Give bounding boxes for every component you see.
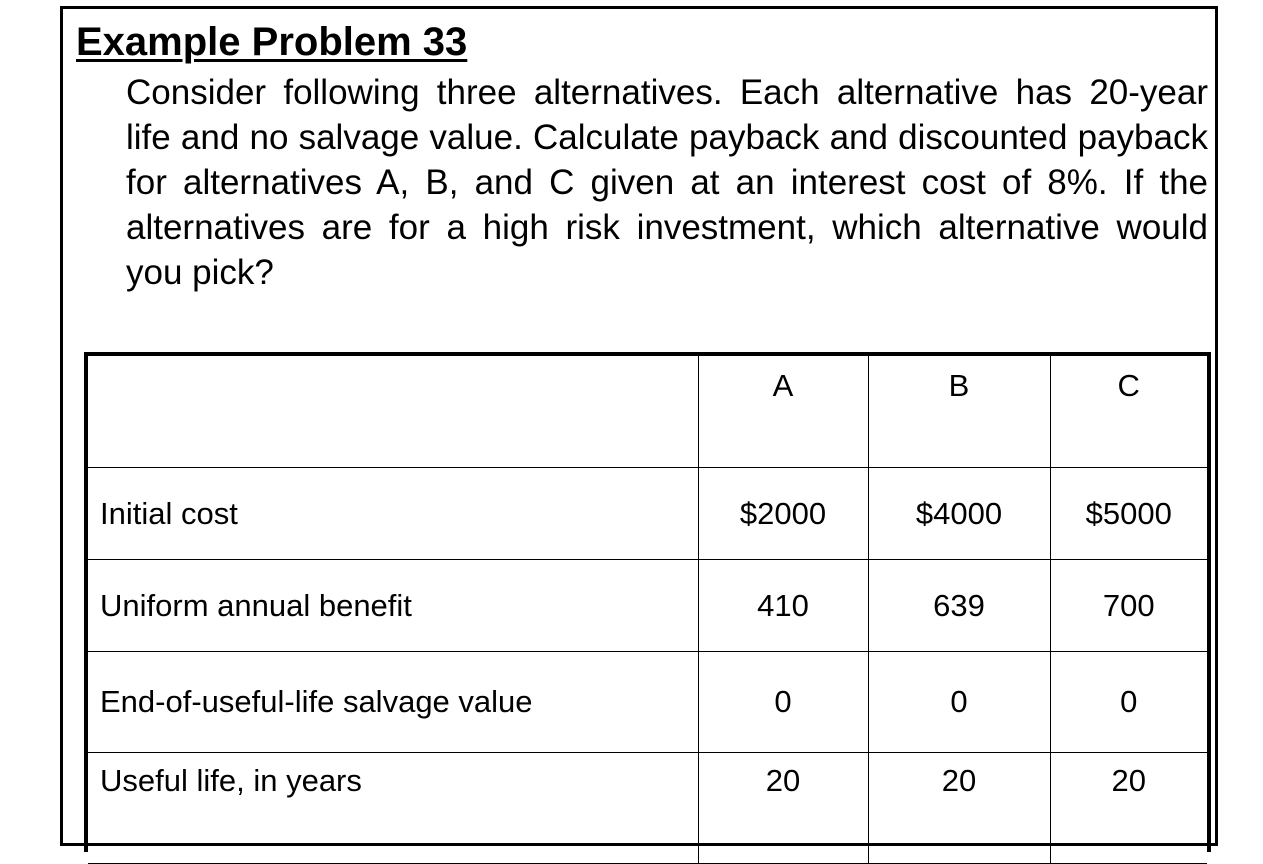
problem-statement: Consider following three alternatives. Each alternative has 20-year life and no salvage value. Calculate payback and discounted payback for alternatives A, B, and C given at an interest cost of 8%. If the alternatives are for a high risk investment, which alternative would you pick? bbox=[126, 73, 1208, 292]
header-alternative-b: B bbox=[868, 356, 1050, 468]
table-row bbox=[88, 560, 1207, 652]
alternatives-table-container bbox=[84, 352, 1211, 852]
row-label-initial-cost: Initial cost bbox=[88, 468, 698, 560]
cell-value: 0 bbox=[868, 652, 1050, 753]
cell-value: $5000 bbox=[1050, 468, 1207, 560]
cell-value: 20 bbox=[698, 753, 868, 864]
cell-value: 700 bbox=[1050, 560, 1207, 652]
cell-value: 20 bbox=[1050, 753, 1207, 864]
cell-value: 20 bbox=[868, 753, 1050, 864]
cell-value: $4000 bbox=[868, 468, 1050, 560]
row-label-useful-life: Useful life, in years bbox=[88, 753, 698, 864]
header-alternative-a: A bbox=[698, 356, 868, 468]
table-row bbox=[88, 652, 1207, 753]
table-row bbox=[88, 753, 1207, 864]
header-alternative-c: C bbox=[1050, 356, 1207, 468]
cell-value: $2000 bbox=[698, 468, 868, 560]
table-header-row bbox=[88, 356, 1207, 468]
row-label-salvage-value: End-of-useful-life salvage value bbox=[88, 652, 698, 753]
cell-value: 0 bbox=[698, 652, 868, 753]
cell-value: 410 bbox=[698, 560, 868, 652]
table-row bbox=[88, 468, 1207, 560]
header-blank-cell bbox=[88, 356, 698, 468]
problem-title: Example Problem 33 bbox=[76, 20, 468, 64]
cell-value: 0 bbox=[1050, 652, 1207, 753]
alternatives-table bbox=[88, 356, 1207, 864]
cell-value: 639 bbox=[868, 560, 1050, 652]
row-label-annual-benefit: Uniform annual benefit bbox=[88, 560, 698, 652]
